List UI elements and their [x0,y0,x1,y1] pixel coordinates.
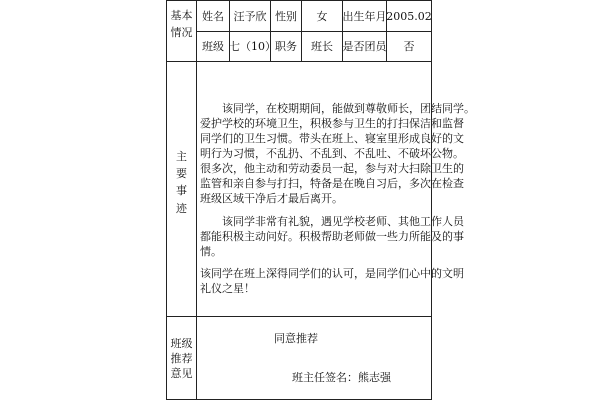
teacher-signature: 班主任签名：熊志强 [292,371,391,384]
deeds-paragraph-1-line-2: 爱护学校的环境卫生，积极参与卫生的打扫保洁和监督 [200,117,464,130]
basic-info-label-line-1: 基本 [170,9,193,22]
class-value: 七（10） [229,40,276,53]
deeds-paragraph-1-line-1: 该同学，在校期期间，能做到尊敬师长，团结同学。 [222,102,475,115]
deeds-paragraph-2-line-1: 该同学非常有礼貌，遇见学校老师、其他工作人员 [222,215,464,228]
league-label: 是否团员 [342,40,387,53]
recommendation-label-line-1: 班级 [170,337,193,350]
gender-label: 性别 [275,10,297,23]
gender-value: 女 [316,10,328,23]
deeds-paragraph-3-line-2: 礼仪之星！ [200,282,255,295]
position-label: 职务 [275,40,297,53]
main-deeds-label-char-1: 主 [176,150,187,163]
main-deeds-label-char-4: 迹 [176,202,187,215]
basic-info-label-line-2: 情况 [170,26,193,39]
deeds-paragraph-2-line-3: 情。 [200,245,222,258]
recommendation-label-line-2: 推荐 [170,352,193,365]
name-value: 汪予欣 [233,10,267,23]
deeds-paragraph-1-line-5: 很多次，他主动和劳动委员一起，参与对大扫除卫生的 [200,162,464,175]
deeds-paragraph-1-line-6: 监管和亲自参与打扫，特备是在晚自习后，多次在检查 [200,177,464,190]
class-label: 班级 [202,40,224,53]
recommendation-opinion: 同意推荐 [274,332,318,345]
recommendation-label-line-3: 意见 [170,367,193,380]
main-deeds-label-char-2: 要 [176,167,187,180]
deeds-paragraph-1-line-4: 明行为习惯，不乱扔、不乱到、不乱吐、不破坏公物。 [200,147,464,160]
deeds-paragraph-2-line-2: 都能积极主动问好。积极帮助老师做一些力所能及的事 [200,230,464,243]
name-label: 姓名 [202,10,224,23]
recommendation-content-cell [196,316,432,400]
birth-label: 出生年月 [342,10,387,23]
deeds-paragraph-1-line-3: 同学们的卫生习惯。带头在班上、寝室里形成良好的文 [200,132,464,145]
deeds-paragraph-3-line-1: 该同学在班上深得同学们的认可，是同学们心中的文明 [200,267,464,280]
main-deeds-label-char-3: 事 [176,184,187,197]
deeds-paragraph-1-line-7: 班级区域干净后才最后离开。 [200,192,343,205]
league-value: 否 [403,40,415,53]
birth-value: 2005.02 [386,10,432,23]
position-value: 班长 [311,40,333,53]
